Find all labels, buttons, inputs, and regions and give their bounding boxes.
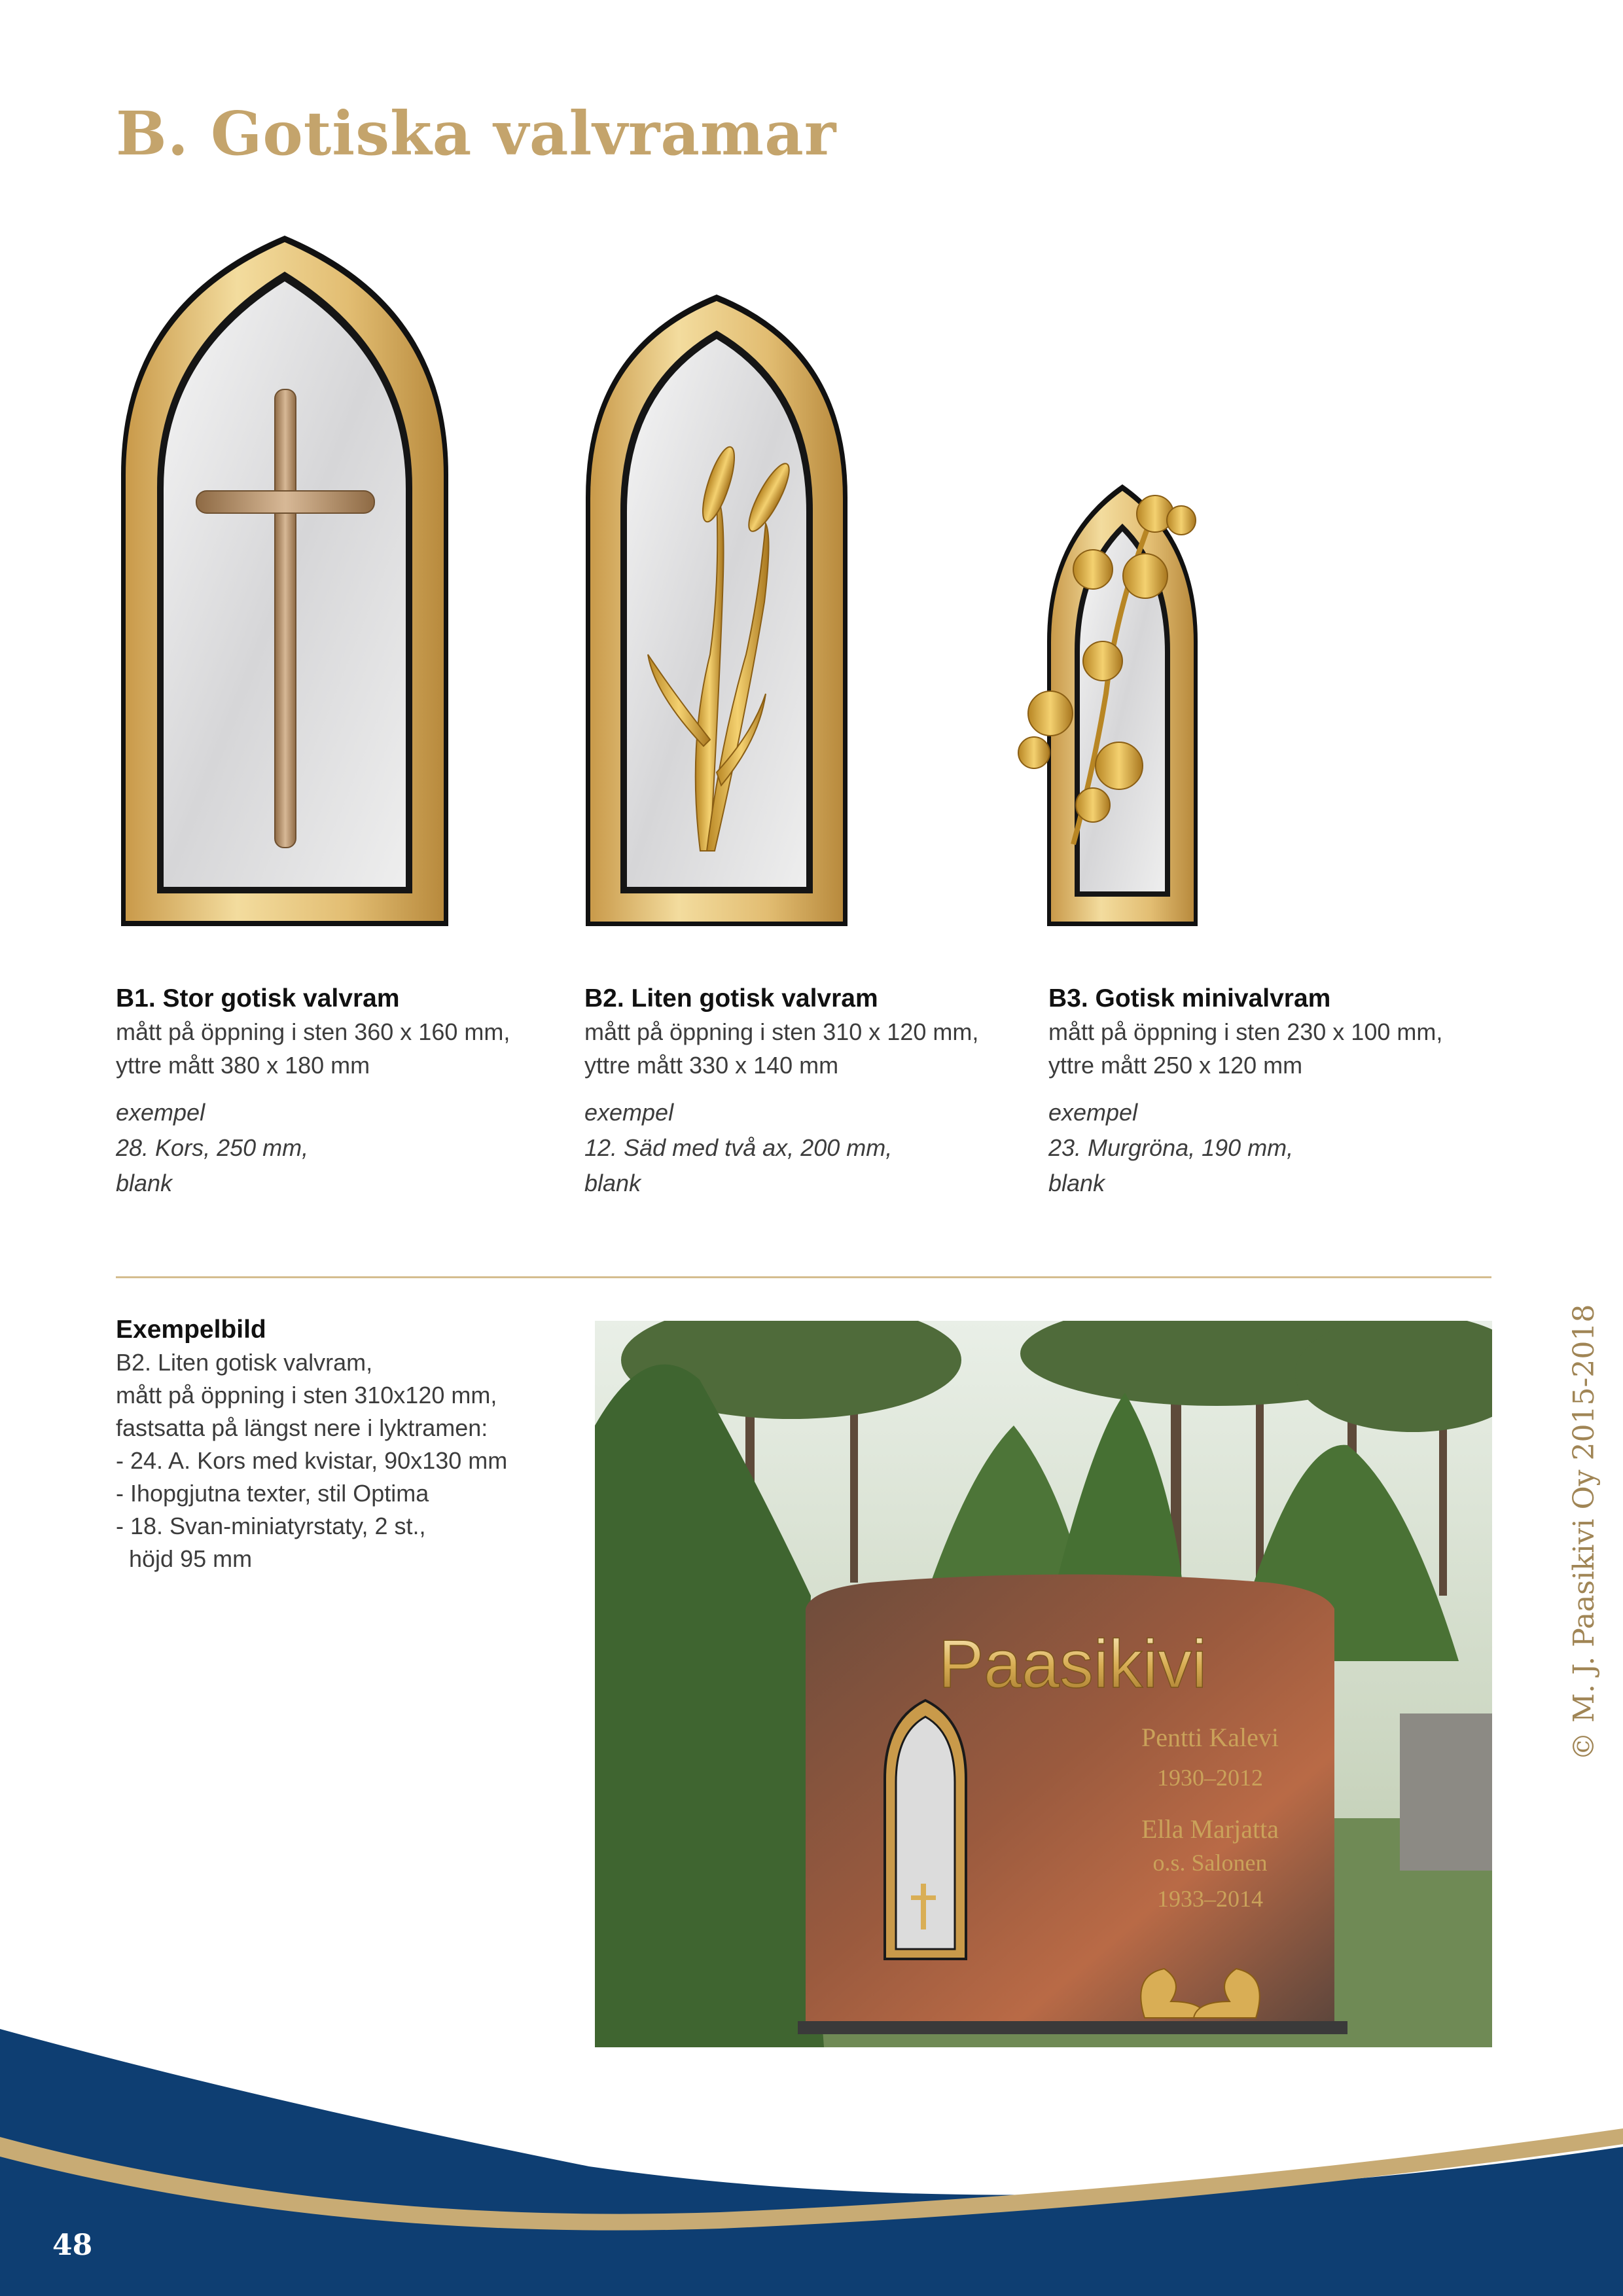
- product-b2-example: [584, 1095, 1029, 1201]
- product-b3-caption: [1048, 982, 1493, 1201]
- product-b3-example-finish: blank: [1048, 1170, 1105, 1196]
- product-b2-caption: [584, 982, 1029, 1201]
- product-b2-example-finish: blank: [584, 1170, 641, 1196]
- example-line: - 18. Svan-miniatyrstaty, 2 st.,: [116, 1513, 426, 1539]
- stone-person-2-maiden: o.s. Salonen: [1152, 1850, 1268, 1876]
- page-title: B. Gotiska valvramar: [116, 98, 837, 169]
- section-divider: [116, 1276, 1491, 1278]
- example-line: höjd 95 mm: [116, 1545, 253, 1572]
- product-b3-example: [1048, 1095, 1493, 1201]
- product-b3-title: B3. Gotisk minivalvram: [1048, 984, 1331, 1013]
- example-line: B2. Liten gotisk valvram,: [116, 1349, 373, 1376]
- stone-person-1-years: 1930–2012: [1157, 1765, 1263, 1791]
- page-number: 48: [52, 2229, 93, 2262]
- stone-person-2-years: 1933–2014: [1157, 1886, 1263, 1912]
- example-title: Exempelbild: [116, 1316, 266, 1344]
- footer-wave: [0, 2016, 1623, 2296]
- product-b1-spec-opening: mått på öppning i sten 360 x 160 mm,: [116, 1018, 510, 1045]
- product-b3-example-item: 23. Murgröna, 190 mm,: [1048, 1134, 1294, 1161]
- product-b1-title: B1. Stor gotisk valvram: [116, 984, 400, 1013]
- stone-person-2-name: Ella Marjatta: [1141, 1814, 1279, 1844]
- copyright-notice: [1567, 1302, 1607, 1761]
- copyright-text: © M. J. Paasikivi Oy 2015-2018: [1567, 1304, 1601, 1761]
- product-b3-spec-opening: mått på öppning i sten 230 x 100 mm,: [1048, 1018, 1443, 1045]
- product-b2-spec-outer: yttre mått 330 x 140 mm: [584, 1052, 839, 1079]
- product-b2-title: B2. Liten gotisk valvram: [584, 984, 878, 1013]
- example-line: mått på öppning i sten 310x120 mm,: [116, 1382, 497, 1408]
- product-b2-example-item: 12. Säd med två ax, 200 mm,: [584, 1134, 893, 1161]
- example-line: - Ihopgjutna texter, stil Optima: [116, 1480, 429, 1507]
- product-b3-spec-outer: yttre mått 250 x 120 mm: [1048, 1052, 1303, 1079]
- product-b1-example-item: 28. Kors, 250 mm,: [116, 1134, 309, 1161]
- product-b2-spec-opening: mått på öppning i sten 310 x 120 mm,: [584, 1018, 979, 1045]
- frame-b1-image: [98, 226, 478, 946]
- example-line: - 24. A. Kors med kvistar, 90x130 mm: [116, 1447, 508, 1474]
- product-b3-example-label: exempel: [1048, 1099, 1138, 1126]
- product-b1-caption: [116, 982, 561, 1201]
- product-b1-example-finish: blank: [116, 1170, 173, 1196]
- product-b1-example: [116, 1095, 561, 1201]
- product-b1-example-label: exempel: [116, 1099, 205, 1126]
- example-description: [116, 1314, 548, 1575]
- frame-b2-image: [569, 288, 870, 946]
- stone-person-1-name: Pentti Kalevi: [1141, 1723, 1279, 1752]
- product-b1-spec-outer: yttre mått 380 x 180 mm: [116, 1052, 370, 1079]
- stone-lantern-frame: [885, 1700, 966, 1959]
- example-photo: [595, 1321, 1492, 2047]
- product-b2-example-label: exempel: [584, 1099, 674, 1126]
- example-line: fastsatta på längst nere i lyktramen:: [116, 1414, 488, 1441]
- stone-family-name: Paasikivi: [938, 1626, 1207, 1702]
- frame-b3-image: [995, 478, 1270, 946]
